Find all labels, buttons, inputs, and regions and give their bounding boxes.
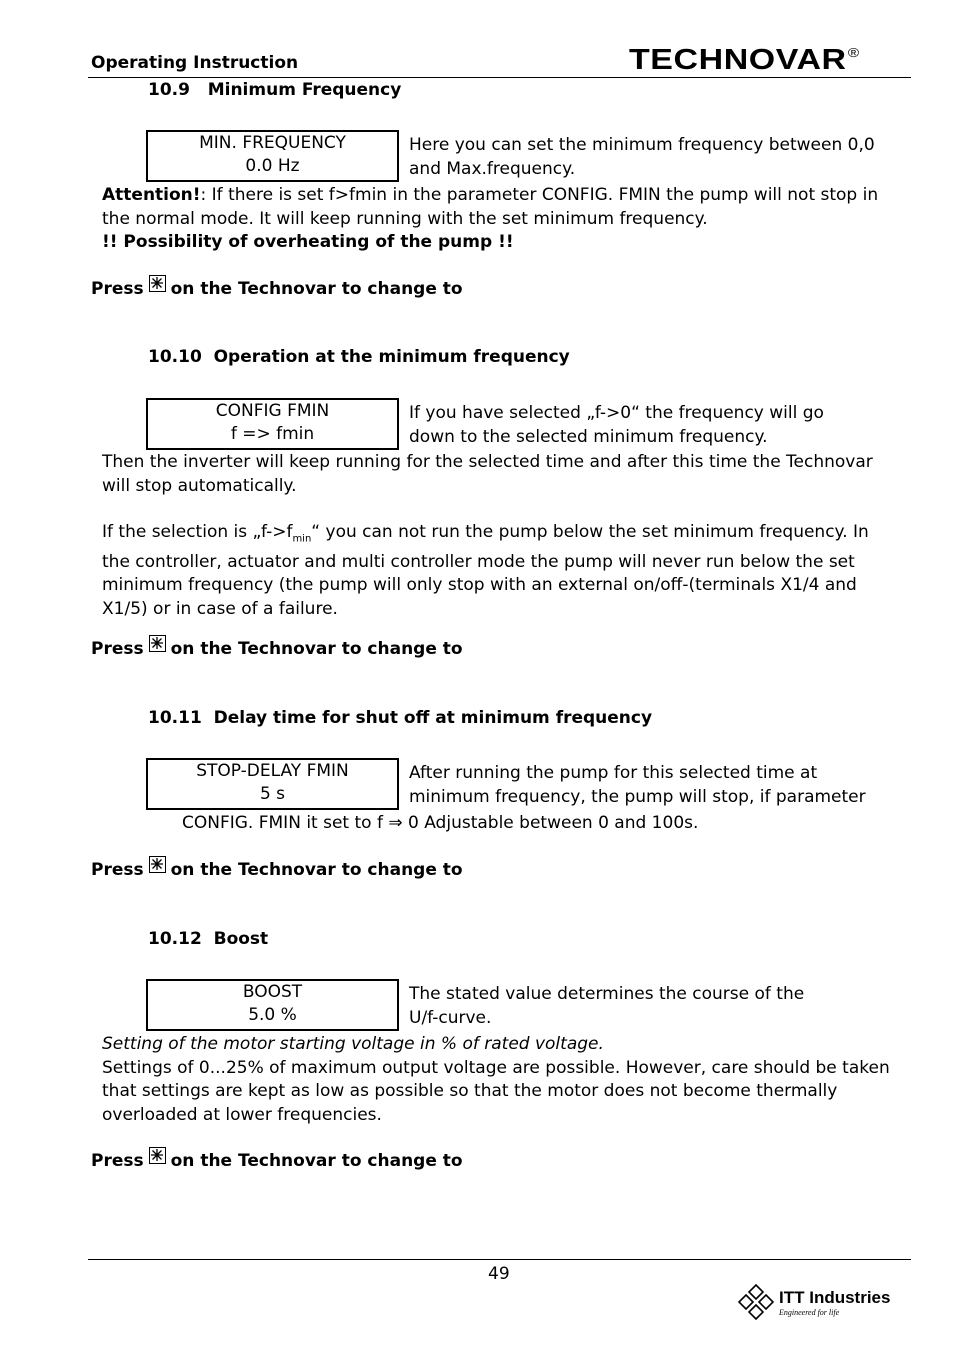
attention-text-2: the normal mode. It will keep running with the set minimum frequency. (102, 208, 708, 229)
display-line2: 0.0 Hz (245, 156, 300, 176)
side-text (409, 983, 804, 1030)
side-text-line: The stated value determines the course of the (409, 984, 805, 1004)
side-text-line: If you have selected „f->0“ the frequency will go (409, 403, 824, 423)
star-key-icon (149, 1147, 166, 1164)
press-label: Press (91, 860, 144, 880)
press-label: Press (91, 279, 144, 299)
body-line: X1/5) or in case of a failure. (102, 598, 338, 619)
press-text: on the Technovar to change to (170, 1151, 463, 1171)
body-line: minimum frequency (the pump will only stop with an external on/off-(terminals X1/4 and (102, 575, 857, 596)
brand-name: TECHNOVAR (629, 44, 847, 76)
press-label: Press (91, 639, 144, 659)
attention-text: : If there is set f>fmin in the parameter CONFIG. FMIN the pump will not stop in (200, 185, 879, 205)
subscript-min: min (292, 533, 312, 545)
display-min-frequency (146, 130, 399, 182)
press-instruction (91, 639, 463, 659)
overheating-warning: !! Possibility of overheating of the pump !! (102, 232, 514, 252)
star-key-icon (149, 856, 166, 873)
body-line: the controller, actuator and multi controller mode the pump will never run below the set (102, 551, 855, 572)
side-text-line: Here you can set the minimum frequency between 0,0 (409, 135, 875, 155)
body-paragraph (182, 812, 698, 836)
press-instruction (91, 860, 463, 880)
display-line1: BOOST (242, 982, 303, 1002)
section-heading-10-9: 10.9 Minimum Frequency (148, 80, 402, 100)
side-text (409, 762, 866, 809)
registered-mark: ® (847, 45, 860, 60)
para-text: “ you can not run the pump below the set minimum frequency. In (311, 522, 869, 542)
technovar-logo (629, 44, 860, 77)
company-tagline: Engineered for life (779, 1307, 840, 1317)
attention-label: Attention! (102, 185, 201, 205)
selection-paragraph (102, 521, 869, 621)
body-line: Settings of 0...25% of maximum output voltage are possible. However, care should be taken (102, 1057, 890, 1078)
display-line1: MIN. FREQUENCY (199, 133, 346, 153)
body-line: CONFIG. FMIN it set to f ⇒ 0 Adjustable between 0 and 100s. (182, 813, 699, 833)
side-text-line: and Max.frequency. (409, 158, 576, 179)
para-text: If the selection is „f->f (102, 522, 293, 542)
company-name: ITT Industries (779, 1287, 891, 1307)
header-rule (88, 77, 911, 78)
press-text: on the Technovar to change to (170, 639, 463, 659)
display-line1: CONFIG FMIN (215, 401, 330, 421)
side-text-line: down to the selected minimum frequency. (409, 426, 768, 447)
attention-paragraph (102, 184, 878, 255)
display-boost (146, 979, 399, 1031)
itt-industries-logo (737, 1283, 890, 1326)
body-line: overloaded at lower frequencies. (102, 1104, 382, 1125)
press-instruction (91, 279, 463, 299)
side-text (409, 402, 824, 449)
press-text: on the Technovar to change to (170, 860, 463, 880)
side-text (409, 134, 875, 181)
section-heading-10-12: 10.12 Boost (148, 929, 269, 949)
body-line: that settings are kept as low as possible so that the motor does not become thermally (102, 1081, 838, 1101)
press-instruction (91, 1151, 463, 1171)
display-line2: f => fmin (230, 424, 315, 444)
display-line1: STOP-DELAY FMIN (196, 761, 349, 781)
star-key-icon (149, 635, 166, 652)
footer-rule (88, 1259, 911, 1260)
display-line2: 5.0 % (248, 1005, 297, 1025)
side-text-line: minimum frequency, the pump will stop, if parameter (409, 786, 866, 807)
display-line2: 5 s (259, 784, 286, 804)
body-line: Then the inverter will keep running for the selected time and after this time the Technovar (102, 452, 873, 472)
display-stop-delay-fmin (146, 758, 399, 810)
press-label: Press (91, 1151, 144, 1171)
header-title: Operating Instruction (91, 53, 299, 73)
body-line: will stop automatically. (102, 475, 297, 496)
body-paragraph (102, 451, 873, 498)
page-number: 49 (488, 1264, 510, 1284)
section-heading-10-10: 10.10 Operation at the minimum frequency (148, 347, 570, 367)
italic-note: Setting of the motor starting voltage in % of rated voltage. (102, 1034, 604, 1054)
section-heading-10-11: 10.11 Delay time for shut off at minimum frequency (148, 708, 653, 728)
side-text-line: U/f-curve. (409, 1007, 492, 1028)
boost-paragraph (102, 1033, 890, 1127)
side-text-line: After running the pump for this selected time at (409, 763, 818, 783)
display-config-fmin (146, 398, 399, 450)
star-key-icon (149, 275, 166, 292)
press-text: on the Technovar to change to (170, 279, 463, 299)
itt-emblem-icon (737, 1283, 775, 1326)
